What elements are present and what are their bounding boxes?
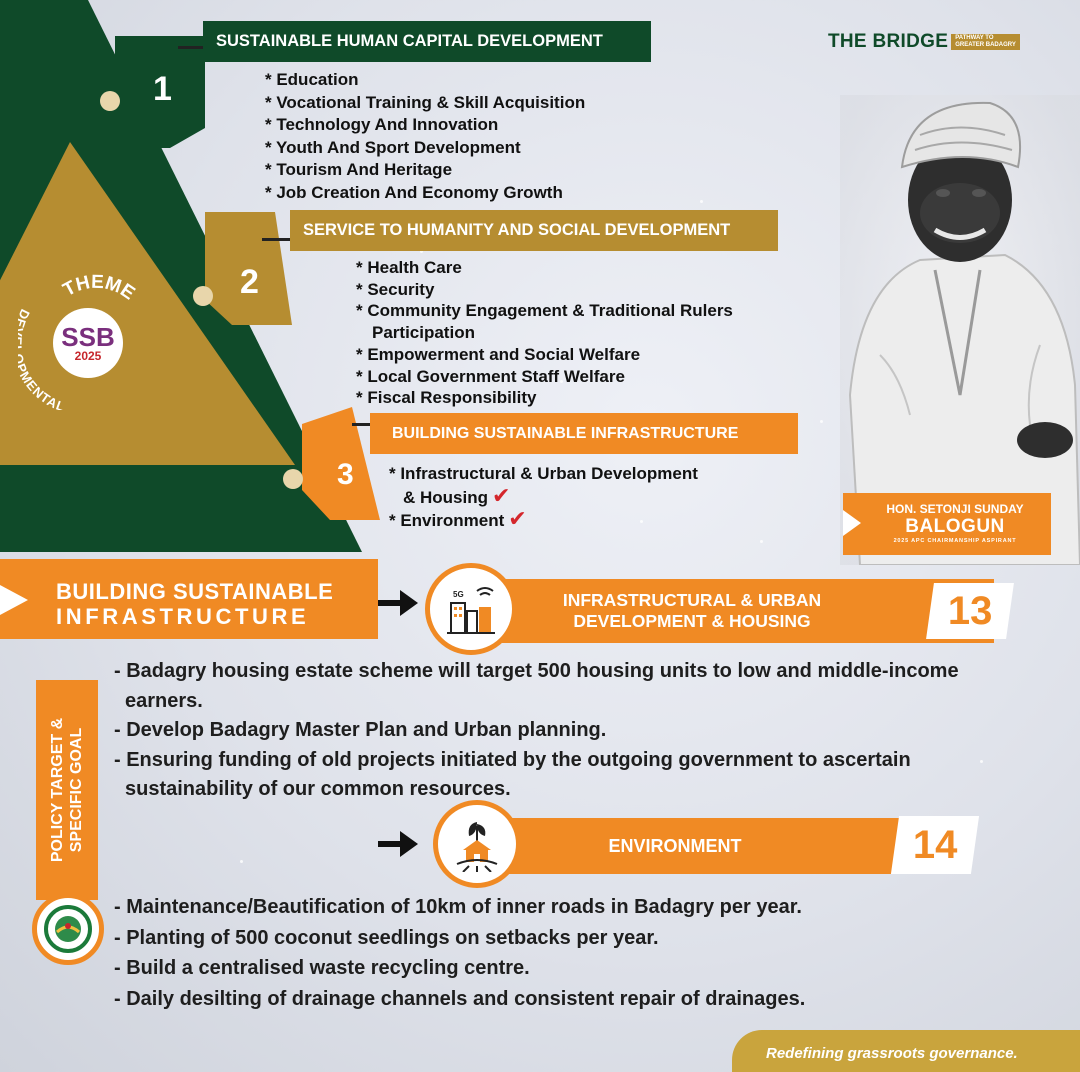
- list-item: - Planting of 500 coconut seedlings on setbacks per year.: [114, 926, 659, 949]
- brand-tagline-line2: GREATER BADAGRY: [955, 42, 1016, 48]
- list-item: * Infrastructural & Urban Development: [389, 464, 698, 483]
- goal-14-bar: [480, 818, 930, 874]
- list-item: * Health Care: [356, 258, 462, 277]
- policy-target-side-label: [36, 680, 98, 900]
- list-item: * Empowerment and Social Welfare: [356, 344, 641, 364]
- theme-3-connector: [352, 423, 370, 426]
- goal-13-icon-circle: [425, 563, 517, 655]
- local-government-seal: [32, 893, 104, 965]
- list-item: & Housing: [403, 487, 488, 507]
- list-item: Participation: [372, 323, 475, 343]
- candidate-title-line: HON. SETONJI SUNDAY: [886, 502, 1024, 516]
- theme-1-connector: [178, 46, 204, 49]
- theme-3-dot: [283, 469, 303, 489]
- brand-logo: [828, 31, 1020, 53]
- list-item-with-check: [389, 508, 698, 532]
- theme-3-list: [389, 463, 698, 532]
- play-triangle-icon: [843, 510, 861, 536]
- play-triangle-icon: [0, 585, 28, 615]
- arrow-right-icon: [378, 831, 418, 857]
- section-banner-line2: INFRASTRUCTURE: [56, 604, 310, 629]
- list-item: - Ensuring funding of old projects initiated by the outgoing government to ascertain: [114, 748, 911, 771]
- check-mark-icon: ✔: [508, 506, 527, 531]
- theme-1-dot: [100, 91, 120, 111]
- list-item: * Security: [356, 279, 435, 299]
- list-item: * Environment: [389, 511, 505, 530]
- list-item: earners.: [125, 689, 203, 712]
- list-item: sustainability of our common resources.: [125, 778, 511, 800]
- goal-13-title-line2: DEVELOPMENT & HOUSING: [573, 611, 811, 631]
- check-mark-icon: ✔: [492, 482, 511, 508]
- list-item: * Tourism And Heritage: [265, 160, 453, 179]
- ssb-logo-year: 2025: [74, 348, 102, 363]
- list-item: - Develop Badagry Master Plan and Urban planning.: [114, 719, 607, 741]
- candidate-subtitle: 2025 APC CHAIRMANSHIP ASPIRANT: [893, 538, 1017, 544]
- theme-2-connector: [262, 238, 290, 241]
- svg-text:5G: 5G: [453, 590, 464, 599]
- eco-house-icon: [449, 816, 505, 872]
- list-item: - Maintenance/Beautification of 10km of inner roads in Badagry per year.: [114, 896, 802, 918]
- theme-1-number: 1: [153, 70, 172, 108]
- section-banner-line1: BUILDING SUSTAINABLE: [56, 579, 334, 604]
- goal-14-icon-circle: [433, 800, 521, 888]
- ssb-logo: [53, 308, 123, 378]
- candidate-surname: BALOGUN: [905, 516, 1005, 537]
- side-label-line1: POLICY TARGET &: [49, 717, 66, 863]
- theme-1-title-bar: [203, 21, 651, 62]
- goal-14-number: 14: [912, 822, 958, 867]
- list-item: * Youth And Sport Development: [265, 137, 521, 157]
- arrow-right-icon: [378, 590, 418, 616]
- theme-2-list: [356, 257, 733, 409]
- goal-14-title: ENVIRONMENT: [608, 835, 742, 856]
- theme-1-title: SUSTAINABLE HUMAN CAPITAL DEVELOPMENT: [216, 32, 603, 50]
- goal-13-bullets: [114, 657, 959, 805]
- goal-14-bullets: [114, 892, 805, 1014]
- brand-name: THE BRIDGE: [828, 31, 949, 52]
- list-item-with-check: [389, 482, 698, 509]
- goal-14-number-box: [891, 816, 979, 874]
- seal-emblem-icon: [43, 904, 93, 954]
- goal-13-title-line1: INFRASTRUCTURAL & URBAN: [562, 590, 822, 610]
- theme-2-dot: [193, 286, 213, 306]
- list-item: * Community Engagement & Traditional Rulers: [356, 301, 733, 321]
- list-item: * Job Creation And Economy Growth: [265, 182, 563, 202]
- list-item: * Education: [265, 70, 359, 89]
- theme-1-list: [265, 69, 585, 204]
- footer-slogan: Redefining grassroots governance.: [766, 1044, 1018, 1062]
- theme-2-number: 2: [240, 263, 259, 301]
- side-label-line2: SPECIFIC GOAL: [68, 727, 85, 853]
- list-item: * Local Government Staff Welfare: [356, 366, 625, 386]
- brand-tagline-line1: PATHWAY TO: [955, 35, 994, 41]
- list-item: * Vocational Training & Skill Acquisition: [265, 92, 586, 112]
- list-item: - Badagry housing estate scheme will target 500 housing units to low and middle-income: [114, 660, 959, 682]
- theme-2-title-bar: [290, 210, 778, 251]
- footer-slogan-banner: [732, 1030, 1080, 1072]
- goal-13-bar: [470, 579, 994, 643]
- ssb-logo-main: SSB: [61, 321, 115, 352]
- list-item: * Technology And Innovation: [265, 115, 499, 134]
- theme-3-title-bar: [370, 413, 798, 454]
- list-item: * Fiscal Responsibility: [356, 388, 537, 408]
- badge-arc-top: THEME: [59, 271, 139, 305]
- themes-badge: [18, 260, 168, 410]
- list-item: - Daily desilting of drainage channels and consistent repair of drainages.: [114, 987, 806, 1010]
- smart-city-icon: [441, 579, 501, 639]
- badge-arc-bottom: MENTAL: [18, 368, 68, 410]
- goal-13-number: 13: [947, 588, 993, 633]
- candidate-name-card: [843, 493, 1051, 555]
- list-item: - Build a centralised waste recycling centre.: [114, 957, 530, 979]
- side-label-text: [48, 718, 86, 862]
- theme-3-title: BUILDING SUSTAINABLE INFRASTRUCTURE: [392, 424, 739, 442]
- theme-3-number: 3: [337, 458, 354, 491]
- goal-13-number-box: [926, 583, 1014, 639]
- theme-2-title: SERVICE TO HUMANITY AND SOCIAL DEVELOPMENT: [303, 221, 731, 239]
- section-banner: [0, 559, 378, 639]
- brand-tagline: [951, 34, 1020, 50]
